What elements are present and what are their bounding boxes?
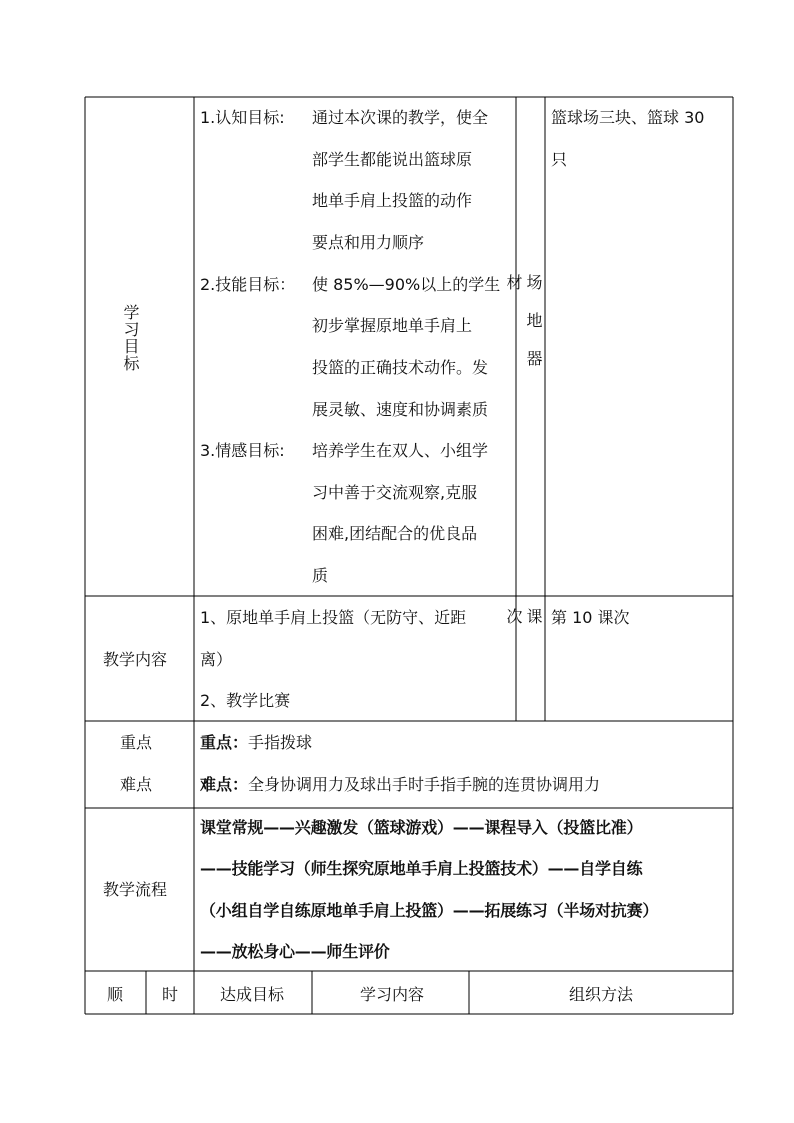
- content-line: 2、教学比赛: [200, 691, 291, 710]
- venue-label: 场地器材: [504, 274, 543, 388]
- header-col-goal: 达成目标: [220, 985, 285, 1004]
- header-col-method: 组织方法: [569, 985, 634, 1004]
- objectives-label: 学习目标: [121, 304, 140, 372]
- process-line: （小组自学自练原地单手肩上投篮）——拓展练习（半场对抗赛）: [200, 901, 659, 920]
- header-col-content: 学习内容: [360, 985, 425, 1004]
- process-line: ——技能学习（师生探究原地单手肩上投篮技术）——自学自练: [200, 859, 643, 878]
- objective-2-line: 初步掌握原地单手肩上: [312, 316, 473, 335]
- venue-text: 篮球场三块、篮球 30: [551, 108, 705, 127]
- content-label: 教学内容: [103, 650, 168, 669]
- objective-2-line: 使 85%—90%以上的学生: [312, 275, 501, 294]
- objective-3-prefix: 3.情感目标:: [200, 441, 285, 460]
- key-point-title: 重点：: [200, 733, 249, 752]
- difficult-point-text: 全身协调用力及球出手时手指手腕的连贯协调用力: [248, 775, 601, 794]
- objective-1-line: 部学生都能说出篮球原: [312, 150, 473, 169]
- objective-1-line: 地单手肩上投篮的动作: [312, 191, 473, 210]
- venue-text: 只: [551, 150, 568, 169]
- objective-1-prefix: 1.认知目标:: [200, 108, 285, 127]
- hard-label: 难点: [120, 775, 153, 794]
- objective-2-prefix: 2.技能目标：: [200, 275, 296, 294]
- process-line: ——放松身心——师生评价: [200, 942, 390, 961]
- objective-3-line: 培养学生在双人、小组学: [312, 441, 489, 460]
- header-col-order: 顺: [107, 985, 124, 1004]
- content-line: 离）: [200, 650, 233, 669]
- content-line: 1、原地单手肩上投篮（无防守、近距: [200, 608, 467, 627]
- objective-3-line: 习中善于交流观察,克服: [312, 483, 478, 502]
- difficult-point: [200, 775, 600, 795]
- header-col-time: 时: [162, 985, 179, 1004]
- key-point: [200, 733, 312, 753]
- objective-2-line: 投篮的正确技术动作。发: [312, 358, 489, 377]
- key-point-text: 手指拨球: [248, 733, 313, 752]
- lesson-label: 课次: [504, 608, 543, 646]
- difficult-point-title: 难点：: [200, 775, 249, 794]
- process-label: 教学流程: [103, 880, 168, 899]
- objective-1-line: 要点和用力顺序: [312, 233, 425, 252]
- objective-1-line: 通过本次课的教学，使全: [312, 108, 489, 127]
- objective-3-line: 质: [312, 566, 329, 585]
- process-line: 课堂常规——兴趣激发（篮球游戏）——课程导入（投篮比准）: [200, 818, 643, 837]
- objective-3-line: 困难,团结配合的优良品: [312, 524, 478, 543]
- key-label: 重点: [120, 733, 153, 752]
- lesson-value: 第 10 课次: [551, 608, 630, 627]
- objective-2-line: 展灵敏、速度和协调素质: [312, 400, 489, 419]
